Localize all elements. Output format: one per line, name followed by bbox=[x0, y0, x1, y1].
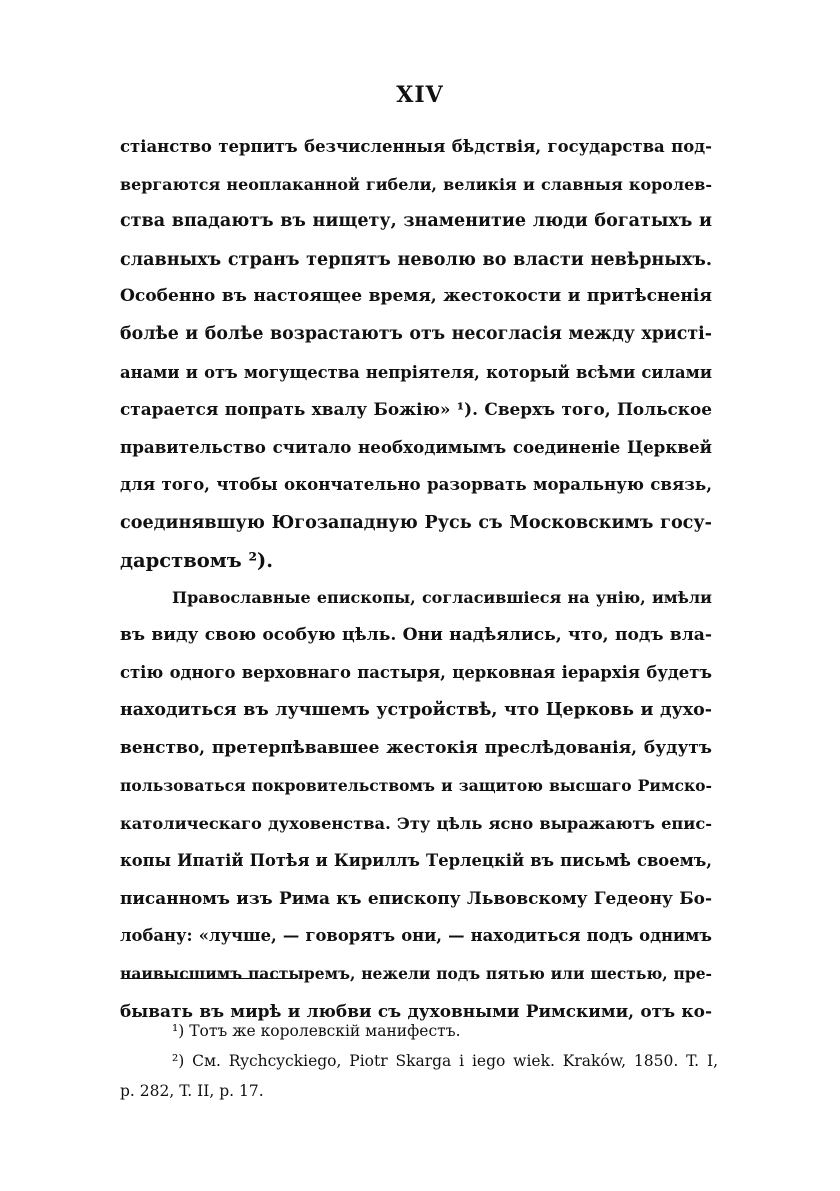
text-line: бывать въ мирѣ и любви съ духовными Римскими, отъ ко- bbox=[120, 1000, 712, 1021]
footnote-2: ²) См. Rychcyckiego, Piotr Skarga i iego wiek. Kraków, 1850. T. I, bbox=[172, 1052, 718, 1070]
text-line: лобану: «лучше, — говорятъ они, — находиться подъ однимъ bbox=[120, 926, 712, 946]
text-line: анами и отъ могущества непріятеля, который всѣми силами bbox=[120, 362, 712, 382]
text-line: копы Ипатій Потѣя и Кириллъ Терлецкій въ письмѣ своемъ, bbox=[120, 851, 712, 871]
text-line: венство, претерпѣвавшее жестокія преслѣдованія, будутъ bbox=[120, 737, 712, 758]
text-line: пользоваться покровительствомъ и защитою высшаго Римско- bbox=[120, 776, 712, 796]
text-line: находиться въ лучшемъ устройствѣ, что Церковь и духо- bbox=[120, 699, 712, 720]
footnote-2-continuation: p. 282, T. II, p. 17. bbox=[120, 1082, 264, 1100]
footnote-1: ¹) Тотъ же королевскій манифестъ. bbox=[172, 1022, 461, 1040]
text-line: вергаются неоплаканной гибели, великія и славныя королев- bbox=[120, 174, 712, 194]
text-line: стію одного верховнаго пастыря, церковная іерархія будетъ bbox=[120, 663, 712, 683]
text-line: болѣе и болѣе возрастаютъ отъ несогласія между христі- bbox=[120, 323, 712, 344]
text-line: ства впадаютъ въ нищету, знаменитие люди богатыхъ и bbox=[120, 211, 712, 232]
page-number: XIV bbox=[396, 82, 444, 108]
paragraph-start: Православные епископы, согласившіеся на унію, имѣли bbox=[172, 588, 712, 608]
text-line: наивысшимъ пастыремъ, нежели подъ пятью или шестью, пре- bbox=[120, 964, 712, 984]
text-line: писанномъ изъ Рима къ епископу Львовскому Гедеону Бо- bbox=[120, 887, 712, 908]
text-line: въ виду свою особую цѣль. Они надѣялись, что, подъ вла- bbox=[120, 624, 712, 645]
text-line: правительство считало необходимымъ соединеніе Церквей bbox=[120, 436, 712, 457]
text-line: славныхъ странъ терпятъ неволю во власти невѣрныхъ. bbox=[120, 248, 712, 270]
footnotes bbox=[120, 1016, 718, 1106]
text-line: Особенно въ настоящее время, жестокости и притѣсненія bbox=[120, 286, 712, 307]
text-line: старается попрать хвалу Божію» ¹). Сверхъ того, Польское bbox=[120, 399, 712, 420]
text-line: соединявшую Югозападную Русь съ Московскимъ госу- bbox=[120, 511, 712, 533]
main-text bbox=[120, 128, 712, 1030]
text-line: стіанство терпитъ безчисленныя бѣдствія, государства под- bbox=[120, 137, 712, 156]
text-line: католическаго духовенства. Эту цѣль ясно выражаютъ епис- bbox=[120, 813, 712, 833]
text-line: для того, чтобы окончательно разорвать моральную связь, bbox=[120, 474, 712, 495]
footnote-rule bbox=[124, 978, 296, 979]
text-line: дарствомъ ²). bbox=[120, 548, 274, 572]
